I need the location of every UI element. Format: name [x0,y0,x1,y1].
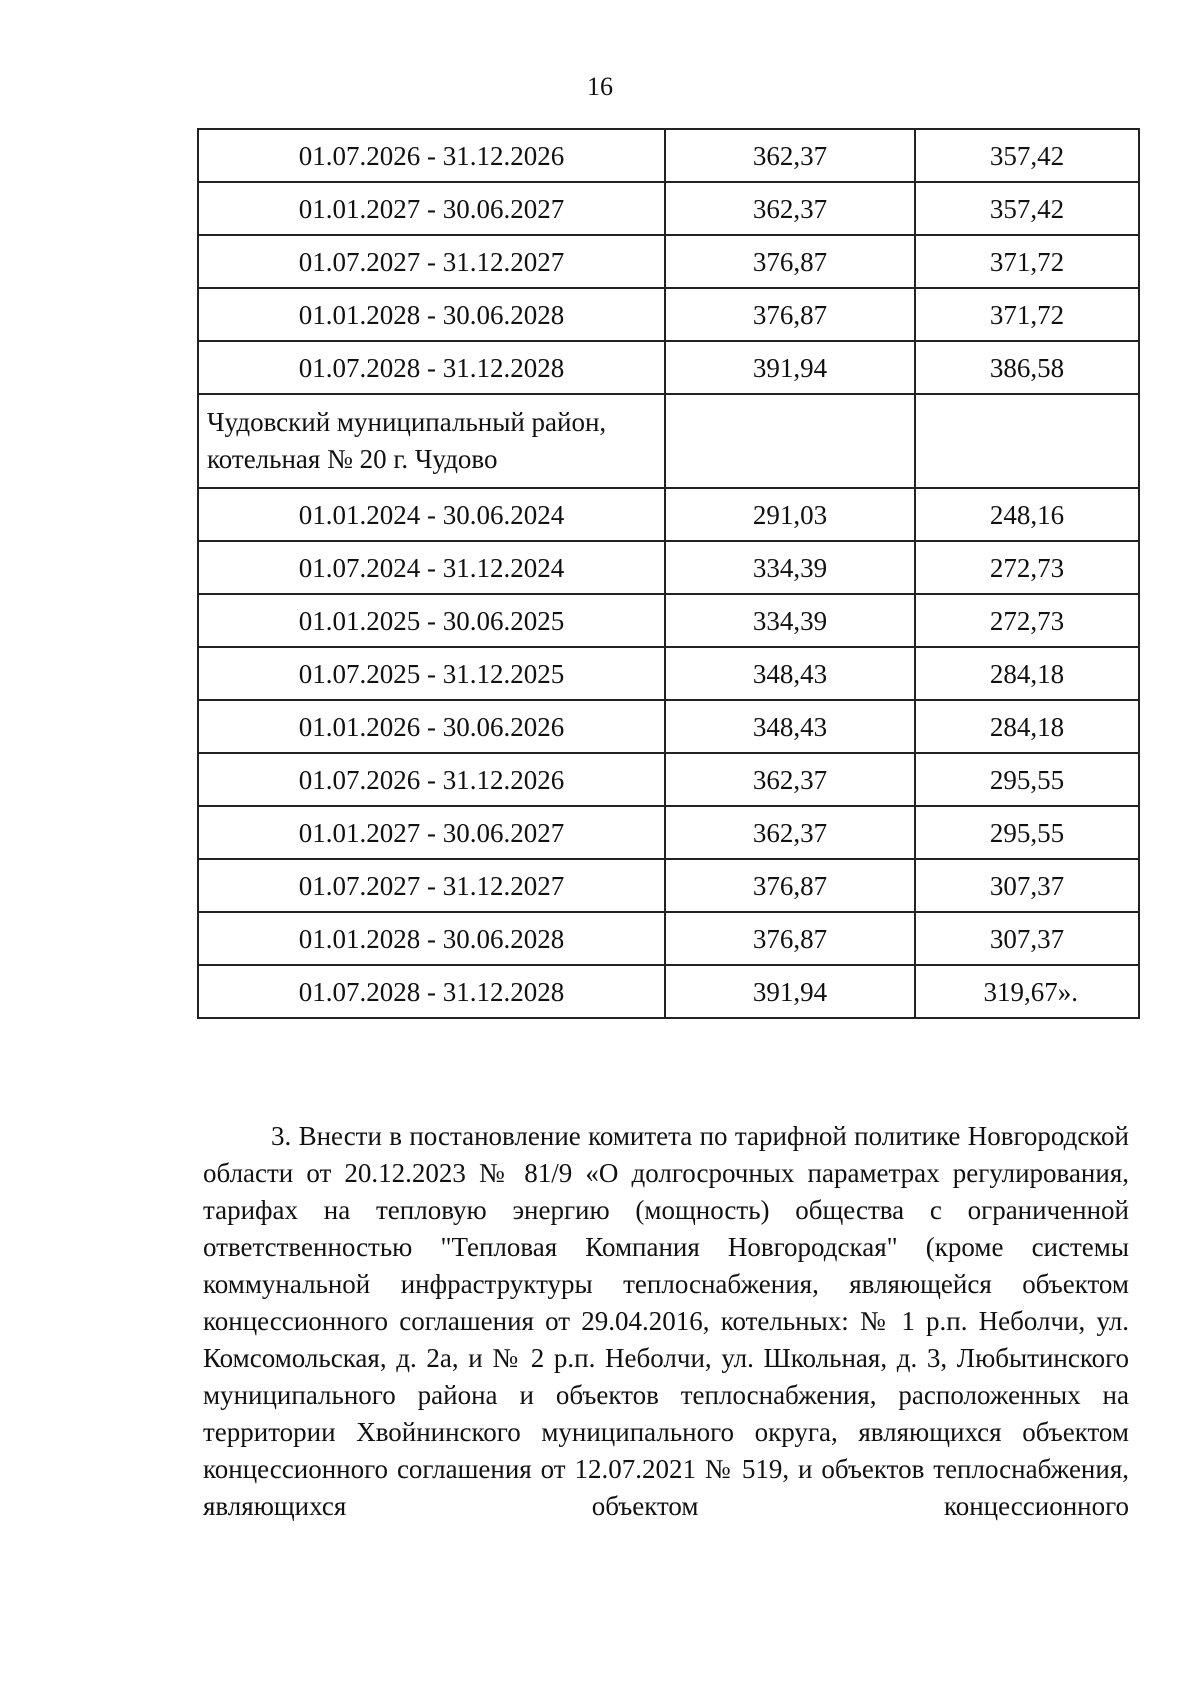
tariff-table [197,128,1140,1019]
tariff-value-cell: 376,87 [665,912,915,965]
period-cell: 01.01.2027 - 30.06.2027 [198,182,665,235]
empty-cell [915,394,1139,488]
tariff-value-cell: 362,37 [665,806,915,859]
tariff-value-cell: 334,39 [665,594,915,647]
period-cell: 01.07.2027 - 31.12.2027 [198,859,665,912]
table-row [198,912,1139,965]
tariff-value-cell: 376,87 [665,235,915,288]
period-cell: 01.07.2028 - 31.12.2028 [198,965,665,1018]
table-row [198,594,1139,647]
resolution-paragraph: 3. Внести в постановление комитета по тарифной политике Новгородской области от 20.12.2023 № 81/9 «О долгосрочных параметрах регулирования, тарифах на тепловую энергию (мощность) общества с ограниченной ответственностью "Тепловая Компания Новгородская" (кроме системы коммунальной инфраструктуры теплоснабжения, являющейся объектом концессионного соглашения от 29.04.2016, котельных: № 1 р.п. Неболчи, ул. Комсомольская, д. 2а, и № 2 р.п. Неболчи, ул. Школьная, д. 3, Любытинского муниципального района и объектов теплоснабжения, расположенных на территории Хвойнинского муниципального округа, являющихся объектом концессионного соглашения от 12.07.2021 № 519, и объектов теплоснабжения, являющихся объектом концессионного [203,1121,1129,1521]
tariff-value-cell: 348,43 [665,647,915,700]
tariff-value-cell: 357,42 [915,129,1139,182]
period-cell: 01.01.2026 - 30.06.2026 [198,700,665,753]
tariff-value-cell: 307,37 [915,859,1139,912]
period-cell: 01.01.2025 - 30.06.2025 [198,594,665,647]
table-row [198,541,1139,594]
tariff-value-cell: 376,87 [665,859,915,912]
period-cell: 01.01.2028 - 30.06.2028 [198,288,665,341]
period-cell: 01.07.2028 - 31.12.2028 [198,341,665,394]
tariff-value-cell: 362,37 [665,753,915,806]
tariff-value-cell: 371,72 [915,235,1139,288]
period-cell: 01.07.2026 - 31.12.2026 [198,753,665,806]
tariff-value-cell: 319,67». [915,965,1139,1018]
period-cell: 01.07.2025 - 31.12.2025 [198,647,665,700]
tariff-value-cell: 295,55 [915,753,1139,806]
empty-cell [665,394,915,488]
tariff-value-cell: 391,94 [665,965,915,1018]
tariff-value-cell: 284,18 [915,700,1139,753]
table-row [198,965,1139,1018]
period-cell: 01.07.2026 - 31.12.2026 [198,129,665,182]
tariff-value-cell: 357,42 [915,182,1139,235]
tariff-value-cell: 348,43 [665,700,915,753]
tariff-value-cell: 295,55 [915,806,1139,859]
tariff-value-cell: 272,73 [915,594,1139,647]
tariff-value-cell: 307,37 [915,912,1139,965]
table-row [198,288,1139,341]
table-row [198,859,1139,912]
table-row [198,488,1139,541]
table-row [198,182,1139,235]
tariff-value-cell: 291,03 [665,488,915,541]
tariff-value-cell: 272,73 [915,541,1139,594]
table-row [198,129,1139,182]
period-cell: 01.07.2027 - 31.12.2027 [198,235,665,288]
table-row [198,806,1139,859]
tariff-value-cell: 284,18 [915,647,1139,700]
tariff-value-cell: 376,87 [665,288,915,341]
period-cell: 01.01.2027 - 30.06.2027 [198,806,665,859]
table-row [198,647,1139,700]
tariff-value-cell: 386,58 [915,341,1139,394]
table-row [198,753,1139,806]
tariff-value-cell: 362,37 [665,129,915,182]
tariff-value-cell: 371,72 [915,288,1139,341]
tariff-value-cell: 248,16 [915,488,1139,541]
tariff-value-cell: 362,37 [665,182,915,235]
tariff-table-body [198,129,1139,1018]
period-cell: 01.01.2024 - 30.06.2024 [198,488,665,541]
section-title-cell: Чудовский муниципальный район, котельная № 20 г. Чудово [198,394,665,488]
page-number: 16 [587,72,613,101]
period-cell: 01.01.2028 - 30.06.2028 [198,912,665,965]
table-row [198,341,1139,394]
tariff-value-cell: 334,39 [665,541,915,594]
table-row [198,700,1139,753]
table-row [198,235,1139,288]
tariff-value-cell: 391,94 [665,341,915,394]
period-cell: 01.07.2024 - 31.12.2024 [198,541,665,594]
section-header-row [198,394,1139,488]
